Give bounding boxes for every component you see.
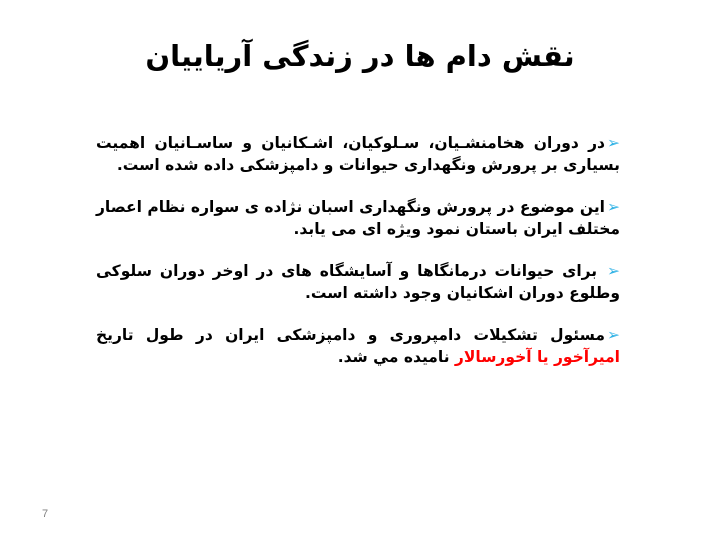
highlighted-term: امیرآخور یا آخورسالار <box>454 348 620 366</box>
paragraph-text: برای حیوانات درمانگاها و آسایشگاه های در اوخر دوران سلوکی وطلوع دوران اشکانیان وجود داشته است. <box>96 262 620 302</box>
slide-body <box>96 132 620 388</box>
paragraph-text-end: نامیده مي شد. <box>337 348 455 366</box>
paragraph-text: در دوران هخامنشـیان، سـلوکیان، اشـکانیان و ساسـانیان اهمیت بسیاری بر پرورش ونگهداری حیوانات و دامپزشکی داده شده است. <box>96 134 620 174</box>
bullet-paragraph-3 <box>96 260 620 304</box>
slide-title: نقش دام ها در زندگی آریاییان <box>145 39 575 73</box>
check-arrow-icon: ➢ <box>607 198 620 216</box>
paragraph-text: این موضوع در پرورش ونگهداری اسبان نژاده ی سواره نظام اعصار مختلف ایران باستان نمود ویژه ای می یابد. <box>96 198 620 238</box>
check-arrow-icon: ➢ <box>607 262 620 280</box>
slide-number: 7 <box>42 508 49 520</box>
bullet-paragraph-4 <box>96 324 620 368</box>
bullet-paragraph-2 <box>96 196 620 240</box>
paragraph-text: مسئول تشکیلات دامپروری و دامپزشکی ایران در طول تاریخ <box>96 326 605 344</box>
check-arrow-icon: ➢ <box>607 326 620 344</box>
bullet-paragraph-1 <box>96 132 620 176</box>
check-arrow-icon: ➢ <box>607 134 620 152</box>
